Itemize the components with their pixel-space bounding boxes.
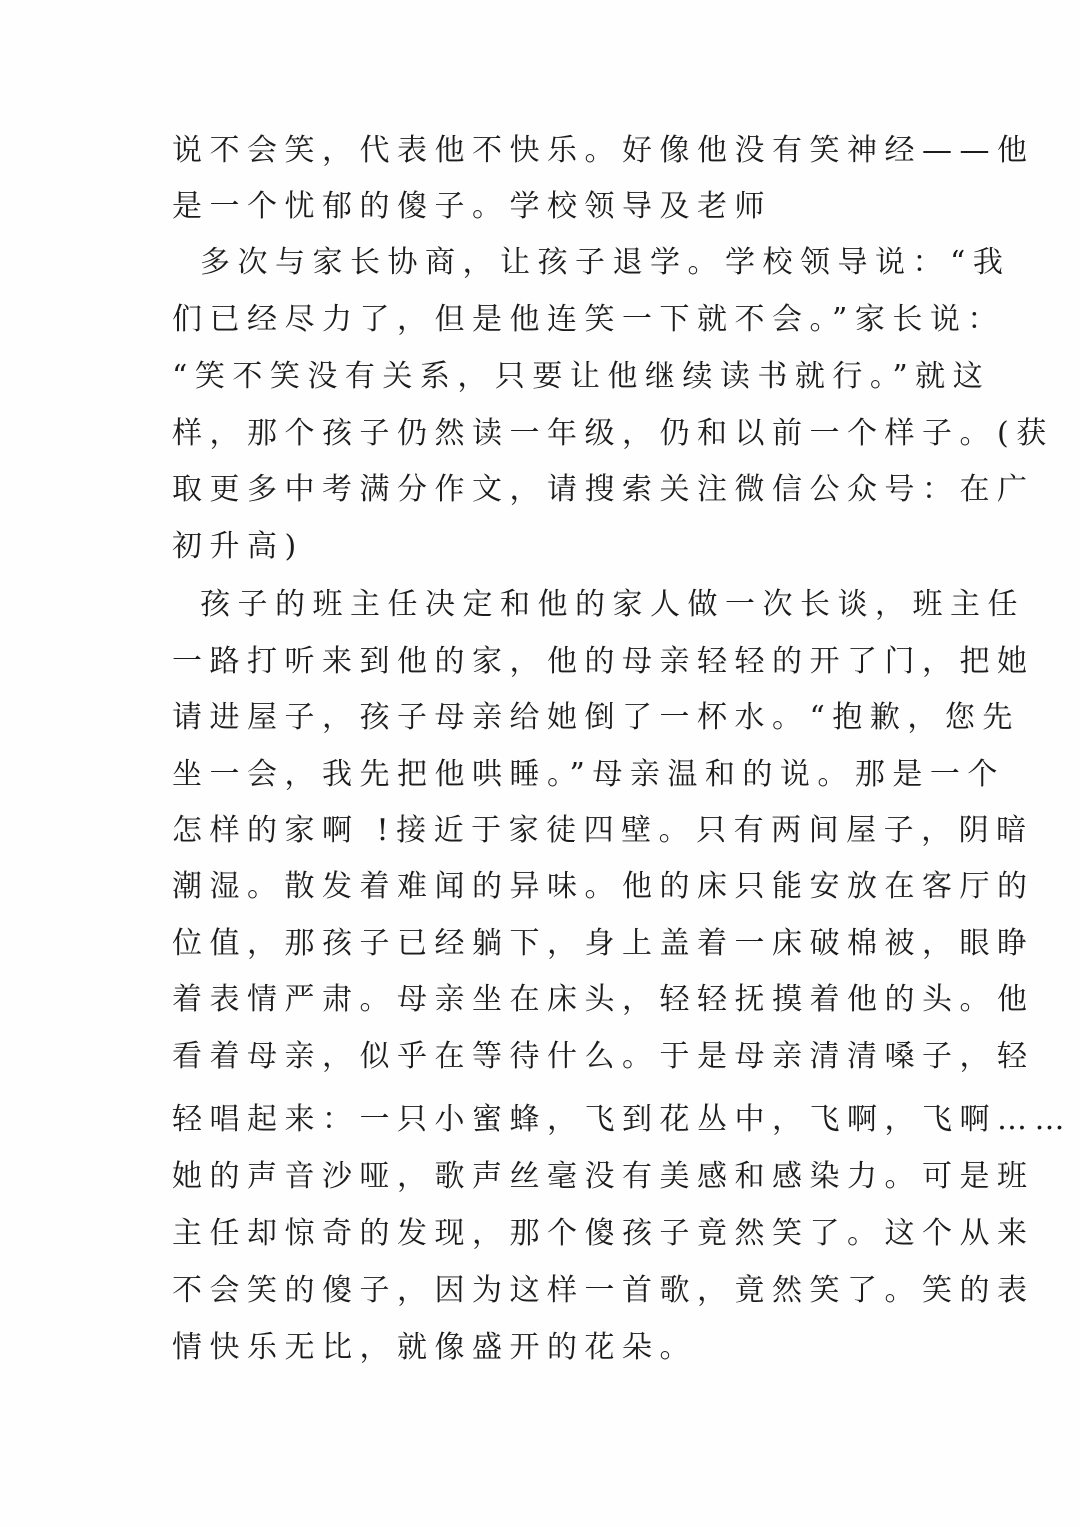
text-line-17: 看着母亲，似乎在等待什么。于是母亲清清嗓子，轻 [172,1039,1035,1074]
text-line-16: 着表情严肃。母亲坐在床头，轻轻抚摸着他的头。他 [172,982,1035,1017]
text-line-11: 请进屋子，孩子母亲给她倒了一杯水。“抱歉，您先 [172,700,1020,735]
text-line-20: 主任却惊奇的发现，那个傻孩子竟然笑了。这个从来 [172,1216,1035,1251]
text-line-10: 一路打听来到他的家，他的母亲轻轻的开了门，把她 [172,644,1035,679]
text-line-14: 潮湿。散发着难闻的异味。他的床只能安放在客厅的 [172,869,1035,904]
text-line-22: 情快乐无比，就像盛开的花朵。 [172,1330,697,1365]
text-line-7: 取更多中考满分作文，请搜索关注微信公众号：在广 [172,472,1035,507]
text-line-21: 不会笑的傻子，因为这样一首歌，竟然笑了。笑的表 [172,1273,1035,1308]
text-line-3: 多次与家长协商，让孩子退学。学校领导说：“我 [200,245,1011,280]
text-line-13: 怎样的家啊 !接近于家徒四壁。只有两间屋子，阴暗 [172,813,1034,848]
text-line-6: 样，那个孩子仍然读一年级，仍和以前一个样子。(获 [172,416,1054,451]
text-line-4: 们已经尽力了，但是他连笑一下就不会。”家长说： [172,302,1005,337]
text-line-18: 轻唱起来：一只小蜜蜂，飞到花丛中，飞啊，飞啊…… [172,1102,1072,1137]
text-line-9: 孩子的班主任决定和他的家人做一次长谈，班主任 [200,587,1025,622]
text-line-1: 说不会笑，代表他不快乐。好像他没有笑神经——他 [172,133,1035,168]
text-line-15: 位值，那孩子已经躺下，身上盖着一床破棉被，眼睁 [172,926,1035,961]
text-line-19: 她的声音沙哑，歌声丝毫没有美感和感染力。可是班 [172,1159,1035,1194]
text-line-8: 初升高) [172,529,304,564]
text-line-5: “笑不笑没有关系，只要让他继续读书就行。”就这 [172,359,991,394]
text-line-12: 坐一会，我先把他哄睡。”母亲温和的说。那是一个 [172,757,1005,792]
text-line-2: 是一个忧郁的傻子。学校领导及老师 [172,189,772,224]
